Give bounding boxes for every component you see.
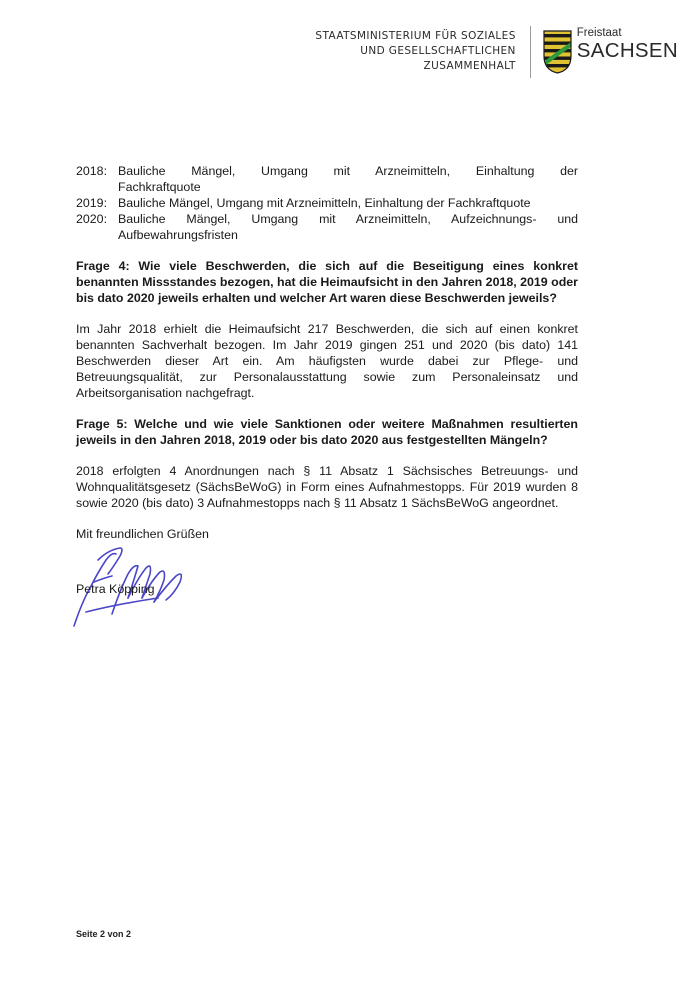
year-entry-2020 <box>76 211 578 243</box>
ministry-name <box>315 29 515 74</box>
signer-name: Petra Köpping <box>76 582 155 596</box>
year-text <box>118 163 578 195</box>
ministry-line-3: ZUSAMMENHALT <box>423 60 516 72</box>
signature-block <box>76 546 578 626</box>
year-text-line-2: Aufbewahrungsfristen <box>118 228 238 242</box>
question-5: Frage 5: Welche und wie viele Sanktionen oder weitere Maßnahmen resultierten jeweils in den Jahren 2018, 2019 oder bis dato 2020 aus festgestellten Mängeln? <box>76 417 578 447</box>
year-text-line-1: Bauliche Mängel, Umgang mit Arzneimitteln, Einhaltung der <box>118 164 578 178</box>
brand-text <box>577 26 678 62</box>
brand-freistaat: Freistaat <box>576 27 622 39</box>
year-text: Bauliche Mängel, Umgang mit Arzneimitteln, Einhaltung der Fachkraftquote <box>118 196 531 210</box>
ministry-line-2: UND GESELLSCHAFTLICHEN <box>360 45 516 57</box>
question-4: Frage 4: Wie viele Beschwerden, die sich auf die Beseitigung eines konkret benannten Missstandes bezogen, hat die Heimaufsicht in den Jahren 2018, 2019 oder bis dato 2020 jeweils erhalten und welcher Art waren diese Beschwerden jeweils? <box>76 259 578 305</box>
answer-4: Im Jahr 2018 erhielt die Heimaufsicht 217 Beschwerden, die sich auf einen konkret benannten Sachverhalt bezogen. Im Jahr 2019 gingen 251 und 2020 (bis dato) 141 Beschwerden dieser Art ein. Am häufigsten wurde dabei zur Pflege- und Betreuungsqualität, zur Personalausstattung sowie zum Personaleinsatz und Arbeitsorganisation nachgefragt. <box>76 322 578 400</box>
year-label: 2019: <box>76 196 108 210</box>
year-text-line-2: Fachkraftquote <box>118 180 201 194</box>
year-entry-2018 <box>76 163 578 195</box>
header-divider <box>530 26 531 78</box>
answer-5: 2018 erfolgten 4 Anordnungen nach § 11 Absatz 1 Sächsisches Betreuungs- und Wohnqualitätsgesetz (SächsBeWoG) in Form eines Aufnahmestopps. Für 2019 wurden 8 sowie 2020 (bis dato) 3 Aufnahmestopps nach § 11 Absatz 1 SächsBeWoG angeordnet. <box>76 464 578 510</box>
letter-body <box>76 163 578 626</box>
saxony-logo <box>543 26 678 74</box>
letterhead <box>315 26 678 78</box>
page-number: Seite 2 von 2 <box>76 929 132 939</box>
brand-sachsen: SACHSEN <box>576 39 678 62</box>
saxony-crest-icon <box>543 30 572 74</box>
year-text-line-1: Bauliche Mängel, Umgang mit Arzneimitteln, Aufzeichnungs- und <box>118 212 578 226</box>
ministry-line-1: STAATSMINISTERIUM FÜR SOZIALES <box>315 30 516 42</box>
closing-greeting: Mit freundlichen Grüßen <box>76 527 209 541</box>
year-label: 2018: <box>76 164 108 178</box>
year-text <box>118 211 578 243</box>
year-label: 2020: <box>76 212 108 226</box>
year-entry-2019 <box>76 195 578 211</box>
